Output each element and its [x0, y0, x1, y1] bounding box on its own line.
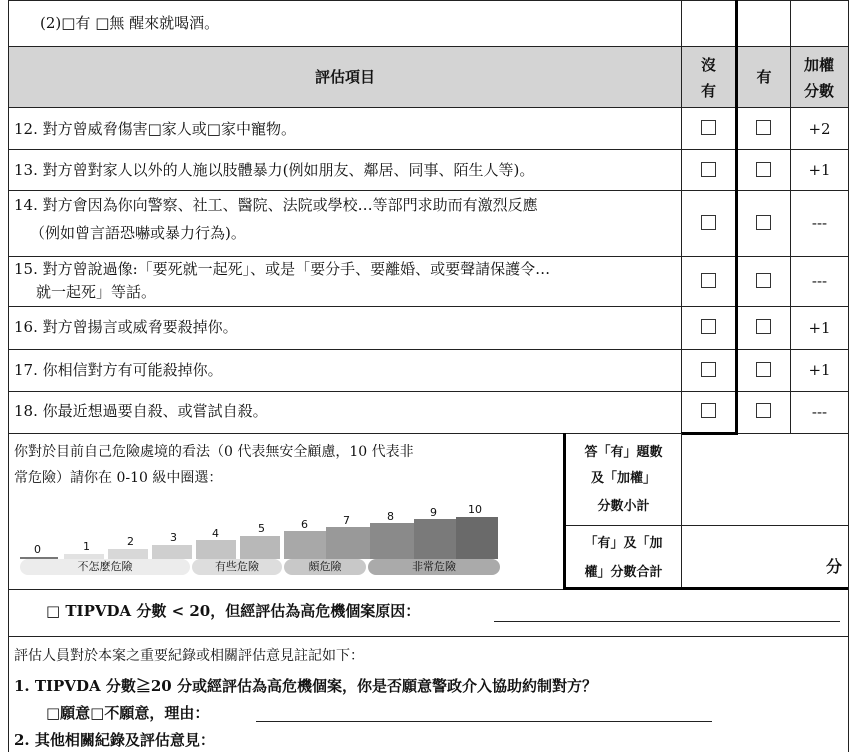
row-13-yes-checkbox[interactable] [756, 162, 771, 177]
scale-num-3[interactable]: 3 [170, 531, 177, 544]
scale-num-7[interactable]: 7 [343, 514, 350, 527]
total-label-2: 權」分數合計 [584, 565, 663, 580]
row-17-text: 17. 你相信對方有可能殺掉你。 [14, 361, 223, 379]
scale-num-0[interactable]: 0 [34, 543, 41, 556]
row-12-weight: +2 [808, 120, 831, 138]
row-12-yes-checkbox[interactable] [756, 120, 771, 135]
total-label-1: 「有」及「加 [584, 536, 663, 551]
row-18-no-checkbox[interactable] [701, 403, 716, 418]
row-15-text-line2: 就一起死」等話。 [36, 283, 157, 301]
row-15-text: 15. 對方曾說過像:「要死就一起死」、或是「要分手、要離婚、或要聲請保護令… [14, 260, 551, 278]
row-15-no-checkbox[interactable] [701, 273, 716, 288]
row-12-text: 12. 對方曾威脅傷害□家人或□家中寵物。 [14, 120, 296, 138]
scale-num-4[interactable]: 4 [212, 527, 219, 540]
label-very-dangerous: 非常危險 [368, 559, 500, 575]
danger-question-line1: 你對於目前自己危險處境的看法（0 代表無安全顧慮，10 代表非 [14, 444, 414, 460]
scale-num-8[interactable]: 8 [387, 510, 394, 523]
row-18-text: 18. 你最近想過要自殺、或嘗試自殺。 [14, 402, 268, 420]
tipvda-high-risk-reason-label[interactable]: □ TIPVDA 分數 < 20，但經評估為高危機個案原因： [46, 602, 421, 620]
row-17-no-checkbox[interactable] [701, 362, 716, 377]
scale-num-2[interactable]: 2 [127, 535, 134, 548]
row-13-weight: +1 [808, 161, 831, 179]
label-quite-dangerous: 頗危險 [284, 559, 366, 575]
row-14-text-line2: （例如曾言語恐嚇或暴力行為)。 [30, 224, 246, 242]
total-value-field[interactable] [682, 526, 822, 587]
row-16-yes-checkbox[interactable] [756, 319, 771, 334]
header-yes-label: 有 [756, 68, 772, 86]
row-15-weight: --- [811, 272, 828, 290]
row-14-yes-checkbox[interactable] [756, 215, 771, 230]
row-17-yes-checkbox[interactable] [756, 362, 771, 377]
notes-q1-options[interactable]: □願意□不願意，理由： [46, 704, 210, 722]
header-no-label-2: 有 [700, 82, 716, 100]
row-16-text: 16. 對方曾揚言或威脅要殺掉你。 [14, 318, 238, 336]
row-14-no-checkbox[interactable] [701, 215, 716, 230]
scale-num-9[interactable]: 9 [430, 506, 437, 519]
header-weight-label-1: 加權 [803, 56, 834, 74]
row-14-weight: --- [811, 214, 828, 232]
total-unit: 分 [826, 557, 843, 576]
scale-num-5[interactable]: 5 [258, 522, 265, 535]
header-weight-label-2: 分數 [803, 82, 834, 100]
row-18-yes-checkbox[interactable] [756, 403, 771, 418]
row-14-text: 14. 對方會因為你向警察、社工、醫院、法院或學校…等部門求助而有激烈反應 [14, 196, 538, 214]
tipvda-reason-field[interactable] [494, 621, 840, 622]
row-18-weight: --- [811, 403, 828, 421]
scale-num-6[interactable]: 6 [301, 518, 308, 531]
subtotal-label-1: 答「有」題數 [584, 445, 663, 460]
scale-num-10[interactable]: 10 [468, 503, 482, 516]
row-17-weight: +1 [808, 361, 831, 379]
row-16-weight: +1 [808, 319, 831, 337]
row-16-no-checkbox[interactable] [701, 319, 716, 334]
row-13-text: 13. 對方曾對家人以外的人施以肢體暴力(例如朋友、鄰居、同事、陌生人等)。 [14, 161, 535, 179]
danger-scale[interactable] [20, 505, 500, 580]
label-not-dangerous: 不怎麼危險 [20, 559, 190, 575]
subtotal-value-field[interactable] [682, 434, 847, 524]
danger-question-line2: 常危險）請你在 0-10 級中圈選： [14, 470, 223, 486]
row-12-no-checkbox[interactable] [701, 120, 716, 135]
notes-q1: 1. TIPVDA 分數≧20 分或經評估為高危機個案，你是否願意警政介入協助約制對方？ [14, 677, 597, 695]
notes-q2: 2. 其他相關紀錄及評估意見： [14, 731, 215, 749]
row-15-yes-checkbox[interactable] [756, 273, 771, 288]
top-line: (2)□有 □無 醒來就喝酒。 [40, 14, 220, 32]
subtotal-label-3: 分數小計 [597, 499, 650, 514]
header-no-label-1: 沒 [700, 56, 716, 74]
subtotal-label-2: 及「加權」 [590, 471, 656, 486]
scale-num-1[interactable]: 1 [83, 540, 90, 553]
header-item-label: 評估項目 [314, 68, 375, 86]
label-somewhat-dangerous: 有些危險 [192, 559, 282, 575]
notes-q1-reason-field[interactable] [256, 721, 712, 722]
row-13-no-checkbox[interactable] [701, 162, 716, 177]
notes-intro: 評估人員對於本案之重要紀錄或相關評估意見註記如下： [14, 648, 364, 664]
